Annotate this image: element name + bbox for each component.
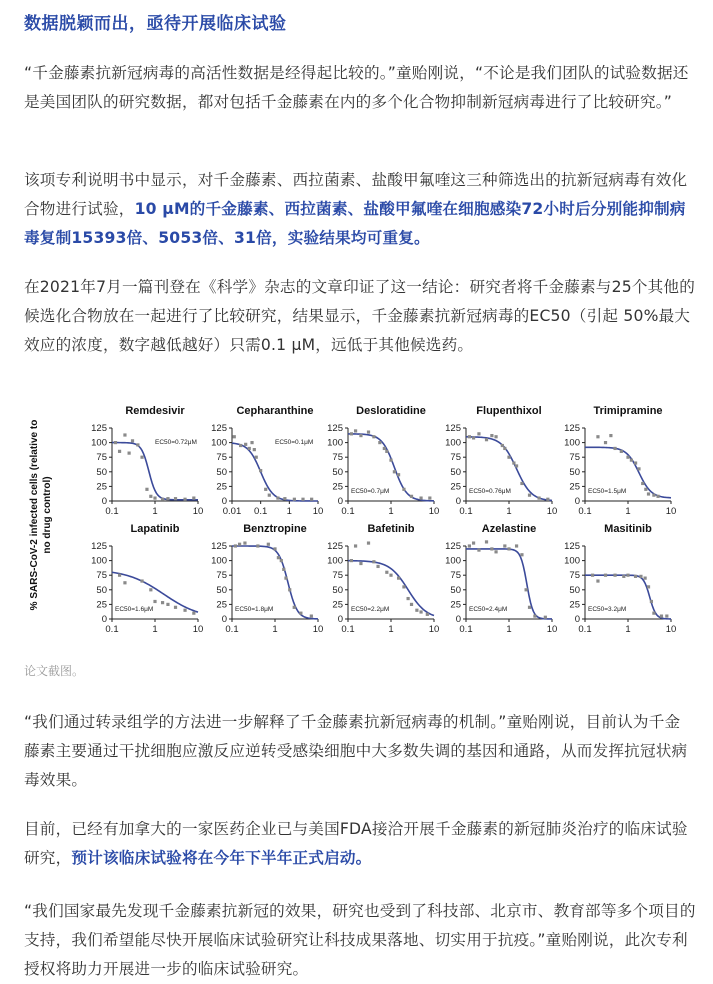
dose-response-figure	[24, 380, 677, 650]
data-point	[123, 581, 126, 584]
x-tick-label: 10	[546, 506, 558, 517]
figure-caption: 论文截图。	[24, 664, 85, 678]
data-point	[410, 495, 413, 498]
data-point	[472, 541, 475, 544]
x-tick-label: 1	[625, 506, 631, 517]
data-point	[622, 575, 625, 578]
y-tick-label: 125	[564, 423, 580, 434]
panel-title: Trimipramine	[593, 405, 663, 417]
x-tick-label: 10	[428, 506, 440, 517]
x-tick-label: 1	[388, 506, 394, 517]
ec50-label: EC50=2.2μM	[351, 606, 390, 613]
data-point	[385, 571, 388, 574]
data-point	[161, 498, 164, 501]
y-tick-label: 125	[91, 423, 107, 434]
data-point	[350, 432, 353, 435]
data-point	[604, 441, 607, 444]
data-point	[372, 435, 375, 438]
data-point	[537, 496, 540, 499]
data-point	[153, 600, 156, 603]
data-point	[402, 488, 405, 491]
data-point	[233, 435, 236, 438]
panel-title: Desloratidine	[356, 405, 426, 417]
data-point	[140, 579, 143, 582]
data-point	[604, 574, 607, 577]
data-point	[525, 588, 528, 591]
y-tick-label: 25	[216, 599, 227, 611]
x-tick-label: 0.1	[459, 624, 473, 635]
y-tick-label: 25	[569, 481, 580, 493]
data-point	[310, 614, 313, 617]
x-tick-label: 10	[312, 506, 324, 517]
paragraph-clinical-trial	[24, 815, 696, 873]
y-tick-label: 75	[332, 570, 343, 582]
y-tick-label: 125	[91, 541, 107, 552]
data-point	[350, 559, 353, 562]
data-point	[131, 439, 134, 442]
y-tick-label: 50	[569, 584, 580, 596]
data-point	[359, 562, 362, 565]
y-tick-label: 50	[96, 466, 107, 478]
paragraph-support-quote: “我们国家最先发现千金藤素抗新冠的效果，研究也受到了科技部、北京市、教育部等多个项目的支持，我们希望能尽快开展临床试验研究让科技成果落地、切实用于抗疫。”童贻刚说，此次专利授权将助力开展进一步的临床试验研究。	[24, 902, 696, 978]
data-point	[656, 495, 659, 498]
y-tick-label: 100	[445, 555, 461, 567]
data-point	[293, 498, 296, 501]
ec50-label: EC50=1.8μM	[235, 606, 274, 613]
data-point	[174, 606, 177, 609]
data-point	[256, 544, 259, 547]
y-tick-label: 50	[216, 466, 227, 478]
clinical-trial-highlight: 预计该临床试验将在今年下半年正式启动。	[71, 849, 372, 867]
data-point	[485, 438, 488, 441]
data-point	[389, 459, 392, 462]
y-tick-label: 100	[564, 555, 580, 567]
data-point	[596, 579, 599, 582]
data-point	[626, 574, 629, 577]
data-point	[136, 443, 139, 446]
x-tick-label: 0.1	[341, 506, 355, 517]
y-tick-label: 0	[455, 496, 461, 507]
data-point	[503, 447, 506, 450]
section-heading: 数据脱颖而出，亟待开展临床试验	[24, 14, 287, 34]
x-tick-label: 0.1	[105, 506, 119, 517]
y-tick-label: 100	[445, 437, 461, 449]
panel-title: Bafetinib	[367, 523, 415, 535]
panel-title: Lapatinib	[130, 523, 180, 535]
y-tick-label: 75	[216, 452, 227, 464]
data-point	[389, 574, 392, 577]
data-point	[468, 435, 471, 438]
y-tick-label: 50	[569, 466, 580, 478]
data-point	[544, 616, 547, 619]
data-point	[378, 441, 381, 444]
y-tick-label: 25	[450, 481, 461, 493]
ec50-label: EC50=1.5μM	[588, 488, 627, 495]
x-tick-label: 10	[312, 624, 324, 635]
data-point	[512, 461, 515, 464]
data-point	[393, 470, 396, 473]
data-point	[485, 540, 488, 543]
panel-title: Remdesivir	[125, 405, 185, 417]
y-tick-label: 0	[221, 614, 227, 625]
data-point	[634, 461, 637, 464]
data-point	[626, 456, 629, 459]
data-point	[264, 488, 267, 491]
data-point	[280, 559, 283, 562]
data-point	[244, 443, 247, 446]
y-tick-label: 0	[337, 496, 343, 507]
data-point	[644, 577, 647, 580]
data-point	[428, 496, 431, 499]
y-tick-label: 25	[332, 599, 343, 611]
data-point	[174, 497, 177, 500]
y-tick-label: 100	[211, 555, 227, 567]
y-tick-label: 75	[216, 570, 227, 582]
data-point	[507, 456, 510, 459]
x-tick-label: 1	[388, 624, 394, 635]
data-point	[118, 574, 121, 577]
x-tick-label: 10	[665, 624, 677, 635]
y-tick-label: 25	[569, 599, 580, 611]
panel-title: Masitinib	[604, 523, 652, 535]
data-point	[665, 614, 668, 617]
y-tick-label: 50	[450, 466, 461, 478]
patent-results-highlight: 10 μM的千金藤素、西拉菌素、盐酸甲氟喹在细胞感染72小时后分别能抑制病毒复制15393倍、5053倍、31倍，实验结果均可重复。	[24, 200, 686, 247]
data-point	[385, 450, 388, 453]
y-tick-label: 50	[216, 584, 227, 596]
y-tick-label: 75	[450, 570, 461, 582]
data-point	[310, 498, 313, 501]
data-point	[515, 544, 518, 547]
data-point	[644, 488, 647, 491]
y-tick-label: 0	[455, 614, 461, 625]
data-point	[639, 575, 642, 578]
clinical-trial-text: 目前，已经有加拿大的一家医药企业已与美国FDA接洽开展千金藤素的新冠肺炎治疗的临床试验研究，	[24, 820, 688, 867]
x-tick-label: 10	[665, 506, 677, 517]
ec50-label: EC50=0.76μM	[469, 488, 511, 495]
y-tick-label: 75	[332, 452, 343, 464]
data-point	[634, 575, 637, 578]
data-point	[494, 435, 497, 438]
y-tick-label: 75	[96, 452, 107, 464]
y-axis-label-line1: % SARS-CoV-2 infected cells (relative to	[29, 419, 40, 611]
x-tick-label: 10	[192, 506, 204, 517]
data-point	[149, 495, 152, 498]
data-point	[528, 494, 531, 497]
data-point	[520, 482, 523, 485]
y-tick-label: 0	[574, 614, 580, 625]
data-point	[652, 612, 655, 615]
ec50-label: EC50=0.1μM	[275, 439, 314, 447]
data-point	[472, 436, 475, 439]
y-tick-label: 0	[574, 496, 580, 507]
y-tick-label: 0	[101, 496, 107, 507]
x-tick-label: 1	[625, 624, 631, 635]
data-point	[166, 603, 169, 606]
x-tick-label: 1	[506, 506, 512, 517]
y-tick-label: 125	[445, 423, 461, 434]
data-point	[248, 447, 251, 450]
data-point	[372, 560, 375, 563]
data-point	[652, 494, 655, 497]
data-point	[426, 613, 429, 616]
y-tick-label: 25	[96, 599, 107, 611]
y-tick-label: 125	[327, 423, 343, 434]
data-point	[299, 612, 302, 615]
data-point	[477, 548, 480, 551]
paragraph-mechanism: “我们通过转录组学的方法进一步解释了千金藤素抗新冠病毒的机制。”童贻刚说，目前认为千金藤素主要通过干扰细胞应激反应逆转受感染细胞中大多数失调的基因和通路，从而发挥抗冠状病毒效果。	[24, 713, 688, 789]
data-point	[367, 430, 370, 433]
x-tick-label: 0.1	[578, 624, 592, 635]
x-tick-label: 10	[546, 624, 558, 635]
ec50-label: EC50=2.4μM	[469, 606, 508, 613]
y-tick-label: 125	[211, 423, 227, 434]
data-point	[397, 577, 400, 580]
data-point	[402, 585, 405, 588]
x-tick-label: 0.1	[459, 506, 473, 517]
x-tick-label: 0.01	[222, 506, 242, 517]
y-tick-label: 125	[564, 541, 580, 552]
data-point	[283, 497, 286, 500]
data-point	[376, 565, 379, 568]
data-point	[507, 547, 510, 550]
panel-title: Cepharanthine	[236, 405, 314, 417]
y-tick-label: 0	[221, 496, 227, 507]
data-point	[140, 456, 143, 459]
data-point	[183, 498, 186, 501]
y-tick-label: 75	[450, 452, 461, 464]
y-tick-label: 100	[91, 437, 107, 449]
data-point	[520, 553, 523, 556]
data-point	[183, 609, 186, 612]
ec50-label: EC50=3.2μM	[588, 606, 627, 613]
data-point	[419, 496, 422, 499]
data-point	[123, 433, 126, 436]
data-point	[284, 577, 287, 580]
x-tick-label: 0.1	[578, 506, 592, 517]
y-tick-label: 25	[216, 481, 227, 493]
data-point	[468, 544, 471, 547]
data-point	[259, 469, 262, 472]
data-point	[128, 452, 131, 455]
y-tick-label: 50	[332, 466, 343, 478]
y-tick-label: 50	[450, 584, 461, 596]
paragraph-quote-comparison: “千金藤素抗新冠病毒的高活性数据是经得起比较的。”童贻刚说，“不论是我们团队的试验数据还是美国团队的研究数据，都对包括千金藤素在内的多个化合物抑制新冠病毒进行了比较研究。”	[24, 64, 689, 111]
x-tick-label: 0.1	[341, 624, 355, 635]
data-point	[647, 585, 650, 588]
x-tick-label: 0.1	[105, 624, 119, 635]
x-tick-label: 1	[286, 506, 292, 517]
y-tick-label: 25	[96, 481, 107, 493]
y-tick-label: 25	[450, 599, 461, 611]
data-point	[243, 541, 246, 544]
data-point	[161, 601, 164, 604]
data-point	[647, 492, 650, 495]
data-point	[415, 609, 418, 612]
ec50-label: EC50=1.6μM	[115, 606, 154, 613]
data-point	[354, 429, 357, 432]
data-point	[596, 435, 599, 438]
data-point	[490, 547, 493, 550]
data-point	[528, 606, 531, 609]
y-tick-label: 75	[96, 570, 107, 582]
data-point	[234, 544, 237, 547]
data-point	[515, 464, 518, 467]
data-point	[145, 488, 148, 491]
data-point	[166, 497, 169, 500]
panel-title: Azelastine	[481, 523, 537, 535]
data-point	[192, 496, 195, 499]
data-point	[253, 448, 256, 451]
data-point	[255, 456, 258, 459]
y-tick-label: 125	[327, 541, 343, 552]
data-point	[620, 450, 623, 453]
data-point	[397, 473, 400, 476]
data-point	[501, 444, 504, 447]
data-point	[407, 597, 410, 600]
data-point	[273, 547, 276, 550]
data-point	[149, 588, 152, 591]
panel-title: Benztropine	[243, 523, 307, 535]
data-point	[238, 543, 241, 546]
x-tick-label: 10	[428, 624, 440, 635]
y-tick-label: 50	[96, 584, 107, 596]
y-axis-label-line2: no drug control)	[42, 476, 53, 554]
x-tick-label: 1	[152, 624, 158, 635]
data-point	[641, 482, 644, 485]
patent-results-text: 该项专利说明书中显示，对千金藤素、西拉菌素、盐酸甲氟喹这三种筛选出的抗新冠病毒有效化合物进行试验，	[24, 171, 688, 218]
data-point	[477, 432, 480, 435]
data-point	[288, 588, 291, 591]
data-point	[533, 614, 536, 617]
ec50-label: EC50=0.7μM	[351, 488, 390, 495]
y-tick-label: 25	[332, 481, 343, 493]
data-point	[609, 434, 612, 437]
data-point	[503, 544, 506, 547]
data-point	[490, 434, 493, 437]
data-point	[301, 498, 304, 501]
data-point	[293, 606, 296, 609]
data-point	[192, 612, 195, 615]
y-tick-label: 0	[101, 614, 107, 625]
data-point	[613, 574, 616, 577]
data-point	[383, 447, 386, 450]
data-point	[114, 441, 117, 444]
data-point	[410, 603, 413, 606]
y-tick-label: 100	[91, 555, 107, 567]
data-point	[239, 444, 242, 447]
y-tick-label: 0	[337, 614, 343, 625]
y-tick-label: 75	[569, 570, 580, 582]
y-tick-label: 100	[211, 437, 227, 449]
data-point	[494, 550, 497, 553]
paragraph-patent-results	[24, 166, 696, 253]
y-tick-label: 125	[211, 541, 227, 552]
x-tick-label: 0.1	[225, 624, 239, 635]
data-point	[268, 494, 271, 497]
data-point	[267, 543, 270, 546]
x-tick-label: 0.1	[254, 506, 268, 517]
panel-title: Flupenthixol	[476, 405, 542, 417]
data-point	[118, 450, 121, 453]
y-tick-label: 75	[569, 452, 580, 464]
data-point	[277, 556, 280, 559]
x-tick-label: 1	[506, 624, 512, 635]
y-tick-label: 125	[445, 541, 461, 552]
data-point	[419, 610, 422, 613]
data-point	[613, 447, 616, 450]
data-point	[650, 600, 653, 603]
data-point	[354, 544, 357, 547]
data-point	[660, 614, 663, 617]
y-tick-label: 50	[332, 584, 343, 596]
data-point	[591, 574, 594, 577]
y-tick-label: 100	[327, 437, 343, 449]
ec50-label: EC50=0.72μM	[155, 439, 197, 447]
data-point	[282, 568, 285, 571]
paragraph-science-article: 在2021年7月一篇刊登在《科学》杂志的文章印证了这一结论：研究者将千金藤素与25个其他的候选化合物放在一起进行了比较研究，结果显示，千金藤素抗新冠病毒的EC50（引起 50%最大效应的浓度，数字越低越好）只需0.1 μM，远低于其他候选药。	[24, 278, 696, 354]
y-tick-label: 100	[564, 437, 580, 449]
x-tick-label: 10	[192, 624, 204, 635]
x-tick-label: 1	[152, 506, 158, 517]
data-point	[276, 496, 279, 499]
data-point	[637, 467, 640, 470]
data-point	[546, 498, 549, 501]
data-point	[630, 459, 633, 462]
data-point	[153, 496, 156, 499]
data-point	[250, 441, 253, 444]
data-point	[367, 541, 370, 544]
dose-response-chart	[24, 380, 677, 650]
data-point	[359, 434, 362, 437]
x-tick-label: 1	[272, 624, 278, 635]
y-tick-label: 100	[327, 555, 343, 567]
